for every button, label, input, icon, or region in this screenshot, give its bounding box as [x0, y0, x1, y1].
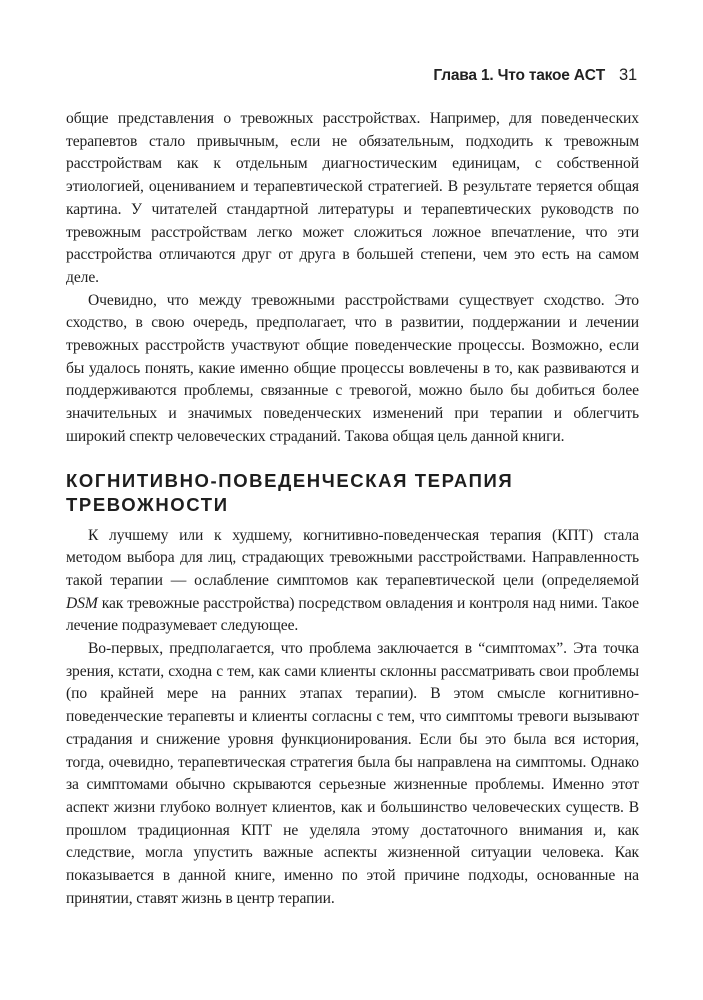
section-heading — [66, 469, 639, 517]
page-body — [66, 108, 639, 911]
section-heading-line2: ТРЕВОЖНОСТИ — [66, 493, 229, 515]
paragraph-continuation: общие представления о тревожных расстройствах. Например, для поведенческих терапевтов стало привычным, если не обязательным, подходить к тревожным расстройствам как к отдельным диагностическим единицам, с собственной этиологией, оцениванием и терапевтической стратегией. В результате теряется общая картина. У читателей стандартной литературы и терапевтических руководств по тревожным расстройствам легко может сложиться ложное впечатление, что эти расстройства отличаются друг от друга в большей степени, чем это есть на самом деле. — [66, 110, 639, 286]
paragraph-cbt-intro-part2: как тревожные расстройства) посредством овладения и контроля над ними. Такое лечение подразумевает следующее. — [66, 594, 639, 635]
section-heading-line1: КОГНИТИВНО-ПОВЕДЕНЧЕСКАЯ ТЕРАПИЯ — [66, 469, 514, 491]
dsm-term: DSM — [66, 594, 98, 612]
paragraph-symptoms: Во-первых, предполагается, что проблема заключается в “симптомах”. Эта точка зрения, кстати, сходна с тем, как сами клиенты склонны рассматривать свои проблемы (по крайней мере на ранних этапах терапии). В этом смысле когнитивно-поведенческие терапевты и клиенты согласны с тем, что симптомы тревоги вызывают страдания и снижение уровня функционирования. Если бы это была вся история, тогда, очевидно, терапевтическая стратегия была бы направлена на симптомы. Однако за симптомами обычно скрываются серьезные жизненные проблемы. Именно этот аспект жизни глубоко волнует клиентов, как и большинство человеческих существ. В прошлом традиционная КПТ не уделяла этому достаточного внимания и, как следствие, могла упустить важные аспекты жизненной ситуации человека. Как показывается в данной книге, именно по этой причине подходы, основанные на принятии, ставят жизнь в центр терапии. — [66, 640, 639, 907]
running-head — [433, 66, 637, 85]
chapter-title: Глава 1. Что такое ACT — [433, 67, 606, 84]
page-number: 31 — [619, 66, 637, 84]
paragraph-similarity: Очевидно, что между тревожными расстройствами существует сходство. Это сходство, в свою очередь, предполагает, что в развитии, поддержании и лечении тревожных расстройств участвуют общие поведенческие процессы. Возможно, если бы удалось понять, какие именно общие процессы вовлечены в то, как развиваются и поддерживаются проблемы, связанные с тревогой, можно было бы добиться более значительных и значимых поведенческих изменений при терапии и облегчить широкий спектр человеческих страданий. Такова общая цель данной книги. — [66, 291, 639, 445]
paragraph-cbt-intro — [66, 525, 639, 639]
paragraph-cbt-intro-part1: К лучшему или к худшему, когнитивно-поведенческая терапия (КПТ) стала методом выбора для лиц, страдающих тревожными расстройствами. Направленность такой терапии — ослабление симптомов как терапевтической цели (определяемой — [66, 526, 639, 589]
